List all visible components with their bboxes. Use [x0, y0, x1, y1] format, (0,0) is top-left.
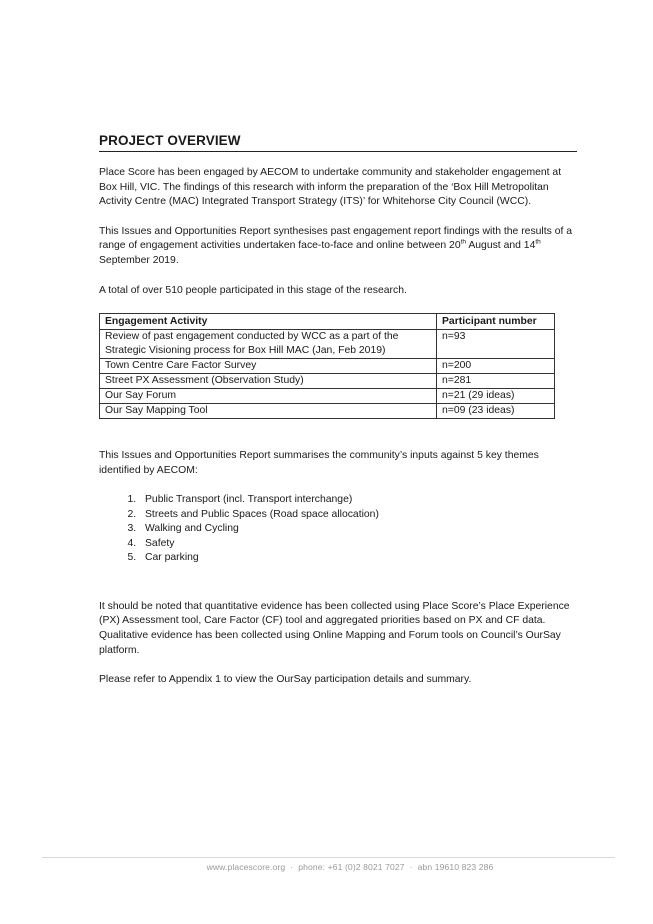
footer-website[interactable]: www.placescore.org	[206, 862, 286, 872]
section-heading: PROJECT OVERVIEW	[99, 132, 577, 152]
participant-cell: n=09 (23 ideas)	[437, 404, 555, 419]
list-item: 5. Car parking	[139, 551, 577, 566]
footer-separator: ·	[409, 862, 413, 872]
page-footer	[0, 862, 653, 872]
p2-superscript-1: th	[460, 238, 467, 246]
paragraph-participation-total: A total of over 510 people participated in this stage of the research.	[99, 284, 407, 296]
list-item: 1. Public Transport (incl. Transport interchange)	[139, 493, 577, 508]
list-item: 3. Walking and Cycling	[139, 522, 577, 537]
p2-superscript-2: th	[535, 238, 541, 246]
paragraph-appendix-reference: Please refer to Appendix 1 to view the OurSay participation details and summary.	[99, 674, 472, 686]
activity-cell: Street PX Assessment (Observation Study)	[100, 374, 437, 389]
header-participant-number: Participant number	[437, 314, 555, 330]
footer-separator: ·	[290, 862, 294, 872]
themes-list	[99, 493, 577, 566]
participant-cell: n=21 (29 ideas)	[437, 389, 555, 404]
header-engagement-activity: Engagement Activity	[100, 314, 437, 330]
activity-cell: Town Centre Care Factor Survey	[100, 359, 437, 374]
table-row	[100, 389, 555, 404]
table-row	[100, 374, 555, 389]
p2-text-a: This Issues and Opportunities Report synthesises past engagement report findings with the results of a range of engagement activities undertaken face-to-face and online between 20	[99, 225, 573, 252]
paragraph-themes-intro: This Issues and Opportunities Report summarises the community’s inputs against 5 key themes identified by AECOM:	[99, 450, 539, 476]
table-row	[100, 404, 555, 419]
paragraph-report-synthesis	[99, 225, 577, 269]
activity-cell: Our Say Mapping Tool	[100, 404, 437, 419]
engagement-table	[99, 313, 555, 419]
participant-cell: n=93	[437, 330, 555, 359]
paragraph-evidence-note: It should be noted that quantitative evidence has been collected using Place Score’s Place Experience (PX) Assessment tool, Care Factor (CF) tool and aggregated priorities based on PX and CF data. Qualitative evidence has been collected using Online Mapping and Forum tools on Council’s OurSay platform.	[99, 600, 570, 656]
activity-cell: Our Say Forum	[100, 389, 437, 404]
activity-cell: Review of past engagement conducted by WCC as a part of the Strategic Visioning process for Box Hill MAC (Jan, Feb 2019)	[100, 330, 437, 359]
footer-phone: phone: +61 (0)2 8021 7027	[298, 862, 405, 872]
list-item: 2. Streets and Public Spaces (Road space allocation)	[139, 508, 577, 523]
participant-cell: n=281	[437, 374, 555, 389]
table-row	[100, 330, 555, 359]
page-content	[99, 132, 577, 703]
list-item: 4. Safety	[139, 537, 577, 552]
p2-text-b: August and 14	[466, 240, 536, 252]
participant-cell: n=200	[437, 359, 555, 374]
table-header-row	[100, 314, 555, 330]
footer-divider	[42, 857, 615, 858]
paragraph-engagement-intro: Place Score has been engaged by AECOM to undertake community and stakeholder engagement at Box Hill, VIC. The findings of this research with inform the preparation of the ‘Box Hill Metropolitan Activity Centre (MAC) Integrated Transport Strategy (ITS)’ for Whitehorse City Council (WCC).	[99, 167, 562, 208]
table-row	[100, 359, 555, 374]
p2-text-c: September 2019.	[99, 254, 179, 266]
footer-abn: abn 19610 823 286	[417, 862, 494, 872]
